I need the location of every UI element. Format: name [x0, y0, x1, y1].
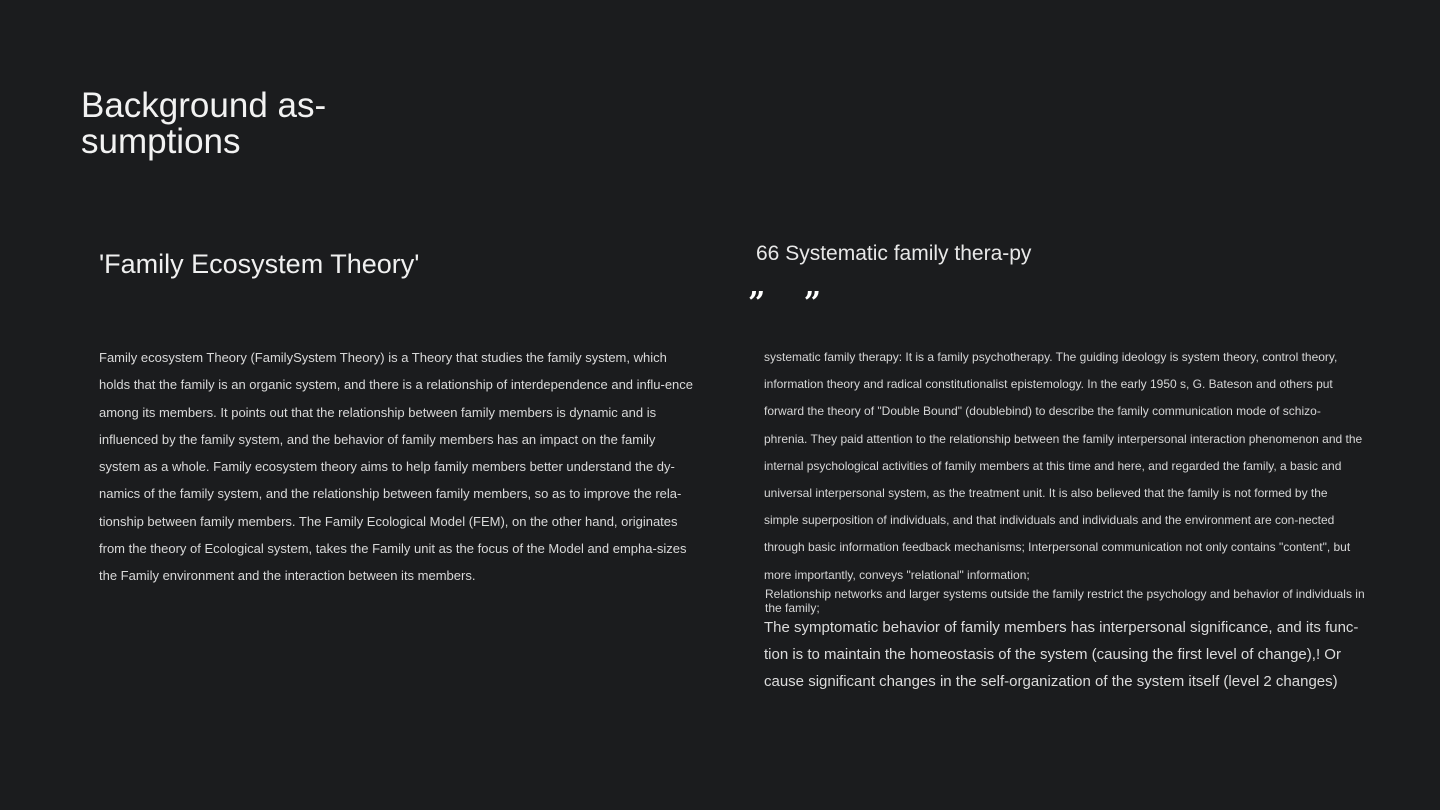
quote-marks-icon: ” ”: [748, 286, 835, 321]
systematic-therapy-body: systematic family therapy: It is a family psychotherapy. The guiding ideology is system theory, control theory, information theory and radical constitutionalist epistemology. In the early 1950 s, G. Bateson and others put forward the theory of "Double Bound" (doublebind) to describe the family communication mode of schizo-phrenia. They paid attention to the relationship between the family interpersonal interaction phenomenon and the internal psychological activities of family members at this time and here, and regarded the family, a basic and universal interpersonal system, as the treatment unit. It is also believed that the family is not formed by the simple superposition of individuals, and that individuals and individuals and the environment are con-nected through basic information feedback mechanisms; Interpersonal communication not only contains "content", but more importantly, conveys "relational" information;: [764, 350, 1363, 582]
systematic-therapy-heading: 66 Systematic family thera-py: [756, 242, 1032, 265]
family-ecosystem-heading: 'Family Ecosystem Theory': [99, 249, 420, 279]
slide-title: Background as-sumptions: [81, 86, 327, 161]
systematic-therapy-note: Relationship networks and larger systems outside the family restrict the psychology and behavior of individuals in the family;: [765, 587, 1365, 615]
family-ecosystem-body: Family ecosystem Theory (FamilySystem Theory) is a Theory that studies the family system, which holds that the family is an organic system, and there is a relationship of interdependence and influ-ence among its members. It points out that the relationship between family members is dynamic and is influenced by the family system, and the behavior of family members has an impact on the family system as a whole. Family ecosystem theory aims to help family members better understand the dy-namics of the family system, and the relationship between family members, so as to improve the rela-tionship between family members. The Family Ecological Model (FEM), on the other hand, originates from the theory of Ecological system, takes the Family unit as the focus of the Model and empha-sizes the Family environment and the interaction between its members.: [99, 350, 694, 584]
systematic-therapy-final: The symptomatic behavior of family members has interpersonal significance, and its func-tion is to maintain the homeostasis of the system (causing the first level of change),! Or cause significant changes in the self-organization of the system itself (level 2 changes): [764, 619, 1359, 691]
